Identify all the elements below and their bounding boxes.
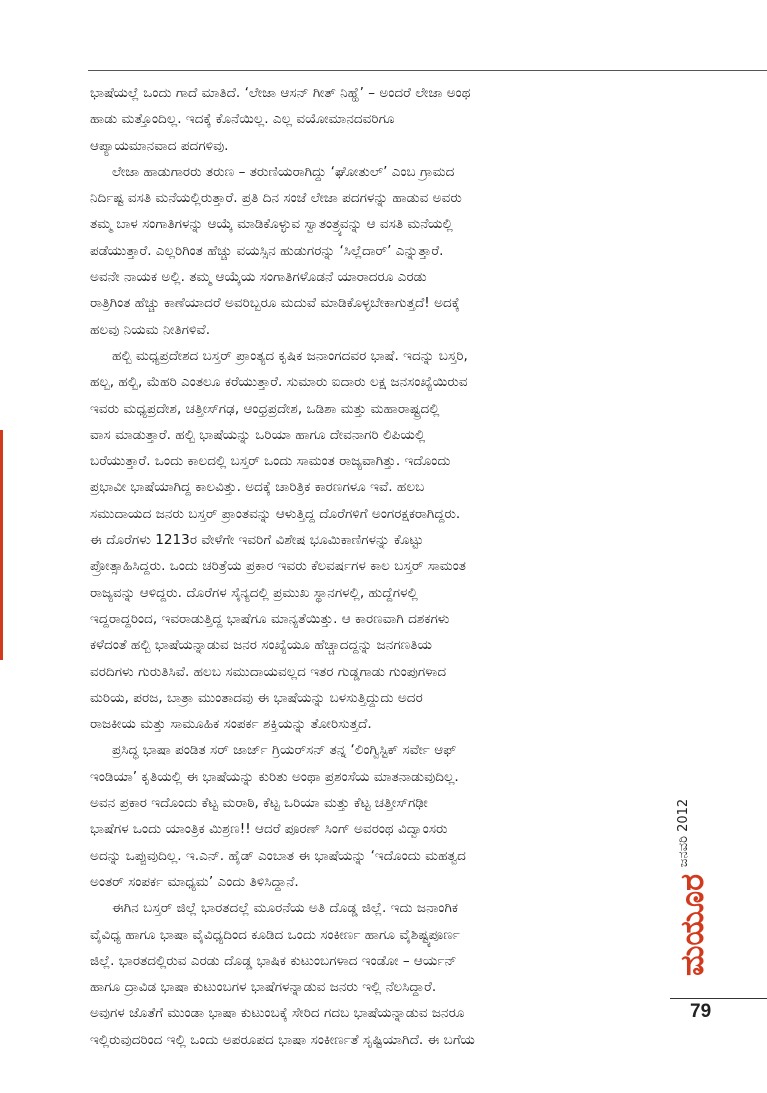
text-line: ಹಾಡು ಮತ್ತೊಂದಿಲ್ಲ. ಇದಕ್ಕೆ ಕೊನೆಯಿಲ್ಲ. ಎಲ್ಲ ವಯೋಮಾನದವರಿಗೂ	[90, 111, 395, 128]
text-line: ವಾಸ ಮಾಡುತ್ತಾರೆ. ಹಲ್ಬಿ ಭಾಷೆಯನ್ನು ಒರಿಯಾ ಹಾಗೂ ದೇವನಾಗರಿ ಲಿಪಿಯಲ್ಲಿ	[90, 426, 426, 443]
magazine-title: ಮಯೂರ	[673, 873, 711, 977]
text-line: ಹಾಗೂ ದ್ರಾವಿಡ ಭಾಷಾ ಕುಟುಂಬಗಳ ಭಾಷೆಗಳನ್ನಾಡುವ ಜನರು ಇಲ್ಲಿ ನೆಲಸಿದ್ದಾರೆ.	[90, 979, 437, 996]
text-line: ಭಾಷೆಯಲ್ಲೆ ಒಂದು ಗಾದೆ ಮಾತಿದೆ. ‘ಲೇಜಾ ಆಸನ್ ಗೀತ್ ನಿಹ್ಹೆ’ – ಅಂದರೆ ಲೇಜಾ ಅಂಥ	[90, 85, 471, 101]
text-line: ವರದಿಗಳು ಗುರುತಿಸಿವೆ. ಹಲಬ ಸಮುದಾಯವಲ್ಲದ ಇತರ ಗುಡ್ಡಗಾಡು ಗುಂಪುಗಳಾದ	[90, 663, 447, 680]
text-line: ಆಪ್ಯಾಯಮಾನವಾದ ಪದಗಳಿವು.	[90, 137, 229, 154]
text-line: ರಾತ್ರಿಗಿಂತ ಹೆಚ್ಚು ಕಾಣೆಯಾದರೆ ಅವರಿಬ್ಬರೂ ಮದುವೆ ಮಾಡಿಕೊಳ್ಳಬೇಕಾಗುತ್ತದೆ! ಅದಕ್ಕೆ	[90, 295, 460, 312]
page-number: 79	[690, 1001, 712, 1022]
text-line: ತಮ್ಮ ಬಾಳ ಸಂಗಾತಿಗಳನ್ನು ಆಯ್ಕೆ ಮಾಡಿಕೊಳ್ಳುವ ಸ್ವಾತಂತ್ರ್ಯವನ್ನು ಆ ವಸತಿ ಮನೆಯಲ್ಲಿ	[90, 216, 453, 233]
text-line: ಈಗಿನ ಬಸ್ತರ್ ಜಿಲ್ಲೆ ಭಾರತದಲ್ಲೆ ಮೂರನೆಯ ಅತಿ ದೊಡ್ಡ ಜಿಲ್ಲೆ. ಇದು ಜನಾಂಗಿಕ	[112, 900, 458, 917]
text-line: ಇದ್ದರಾದ್ದರಿಂದ, ಇವರಾಡುತ್ತಿದ್ದ ಭಾಷೆಗೂ ಮಾನ್ಯತೆಯಿತ್ತು. ಆ ಕಾರಣವಾಗಿ ದಶಕಗಳು	[90, 610, 450, 627]
text-line: ಅದನ್ನು ಒಪ್ಪುವುದಿಲ್ಲ. ಇ.ಎನ್. ಹೈಡ್ ಎಂಬಾತ ಈ ಭಾಷೆಯನ್ನು ‘ಇದೊಂದು ಮಹತ್ವದ	[90, 847, 466, 864]
article-body	[90, 80, 650, 1053]
text-line: ಅವುಗಳ ಜೊತೆಗೆ ಮುಂಡಾ ಭಾಷಾ ಕುಟುಂಬಕ್ಕೆ ಸೇರಿದ ಗದಬ ಭಾಷೆಯನ್ನಾಡುವ ಜನರೂ	[90, 1005, 465, 1022]
text-line: ಮರಿಯ, ಪರಜ, ಬಾತ್ರಾ ಮುಂತಾದವು ಈ ಭಾಷೆಯನ್ನು ಬಳಸುತ್ತಿದ್ದುದು ಅದರ	[90, 689, 423, 706]
text-line: ಹಲ್ಬಿ ಮಧ್ಯಪ್ರದೇಶದ ಬಸ್ತರ್ ಪ್ರಾಂತ್ಯದ ಕೃಷಿಕ ಜನಾಂಗದವರ ಭಾಷೆ. ಇದನ್ನು ಬಸ್ತರಿ,	[112, 347, 468, 364]
text-line: ಪ್ರಭಾವೀ ಭಾಷೆಯಾಗಿದ್ದ ಕಾಲವಿತ್ತು. ಅದಕ್ಕೆ ಚಾರಿತ್ರಿಕ ಕಾರಣಗಳೂ ಇವೆ. ಹಲಬ	[90, 479, 425, 496]
text-line: ಹಲ್ಬ, ಹಲ್ಬಿ, ಮೆಹರಿ ಎಂತಲೂ ಕರೆಯುತ್ತಾರೆ. ಸುಮಾರು ಐದಾರು ಲಕ್ಷ ಜನಸಂಖ್ಯೆಯಿರುವ	[90, 374, 468, 391]
text-line: ಇಲ್ಲಿರುವುದರಿಂದ ಇಲ್ಲಿ ಒಂದು ಅಪರೂಪದ ಭಾಷಾ ಸಂಕೀರ್ಣತೆ ಸೃಷ್ಟಿಯಾಗಿದೆ. ಈ ಬಗೆಯ	[90, 1031, 475, 1048]
paragraph	[90, 159, 650, 343]
text-line: ಅವನ ಪ್ರಕಾರ ಇದೊಂದು ಕೆಟ್ಟ ಮರಾಠಿ, ಕೆಟ್ಟ ಒರಿಯಾ ಮತ್ತು ಕೆಟ್ಟ ಚತ್ತೀಸ್‌ಗಢೀ	[90, 795, 428, 812]
text-line: ಪ್ರಸಿದ್ಧ ಭಾಷಾ ಪಂಡಿತ ಸರ್ ಜಾರ್ಜ್ ಗ್ರಿಯರ್‌ಸನ್ ತನ್ನ ‘ಲಿಂಗ್ವಿಸ್ಟಿಕ್ ಸರ್ವೇ ಆಫ್	[112, 742, 457, 759]
text-line: ಅವನೇ ನಾಯಕ ಅಲ್ಲಿ. ತಮ್ಮ ಆಯ್ಕೆಯ ಸಂಗಾತಿಗಳೊಡನೆ ಯಾರಾದರೂ ಎರಡು	[90, 269, 427, 286]
footer-rule	[670, 998, 767, 999]
text-line: ಈ ದೊರೆಗಳು 1213ರ ವೇಳೆಗೇ ಇವರಿಗೆ ವಿಶೇಷ ಭೂಮಿಕಾಣಿಗಳನ್ನು ಕೊಟ್ಟು	[90, 532, 424, 549]
text-line: ಅಂತರ್ ಸಂಪರ್ಕ ಮಾಧ್ಯಮ’ ಎಂದು ತಿಳಿಸಿದ್ದಾನೆ.	[90, 873, 299, 890]
paragraph	[90, 80, 650, 159]
text-line: ಜಿಲ್ಲೆ. ಭಾರತದಲ್ಲಿರುವ ಎರಡು ದೊಡ್ಡ ಭಾಷಿಕ ಕುಟುಂಬಗಳಾದ ಇಂಡೋ – ಆರ್ಯನ್	[90, 952, 457, 969]
text-line: ರಾಜ್ಯವನ್ನು ಆಳಿದ್ದರು. ದೊರೆಗಳ ಸೈನ್ಯದಲ್ಲಿ ಪ್ರಮುಖ ಸ್ಥಾನಗಳಲ್ಲಿ, ಹುದ್ದೆಗಳಲ್ಲಿ	[90, 584, 418, 601]
left-edge-mark	[0, 430, 3, 660]
paragraph	[90, 895, 650, 1053]
text-line: ಭಾಷೆಗಳ ಒಂದು ಯಾಂತ್ರಿಕ ಮಿಶ್ರಣ!! ಆದರೆ ಪೂರಣ್ ಸಿಂಗ್ ಅವರಂಥ ವಿದ್ವಾಂಸರು	[90, 821, 448, 838]
text-line: ಪ್ರೋತ್ಸಾಹಿಸಿದ್ದರು. ಒಂದು ಚರಿತ್ರೆಯ ಪ್ರಕಾರ ಇವರು ಕೆಲವರ್ಷಗಳ ಕಾಲ ಬಸ್ತರ್ ಸಾಮಂತ	[90, 558, 466, 575]
header-rule	[88, 70, 767, 71]
text-line: ರಾಜಕೀಯ ಮತ್ತು ಸಾಮೂಹಿಕ ಸಂಪರ್ಕ ಶಕ್ತಿಯನ್ನು ತೋರಿಸುತ್ತದೆ.	[90, 716, 372, 733]
text-line: ಇವರು ಮಧ್ಯಪ್ರದೇಶ, ಚತ್ತೀಸ್‌ಗಢ, ಆಂಧ್ರಪ್ರದೇಶ, ಒಡಿಶಾ ಮತ್ತು ಮಹಾರಾಷ್ಟ್ರದಲ್ಲಿ	[90, 400, 440, 417]
text-line: ಬರೆಯುತ್ತಾರೆ. ಒಂದು ಕಾಲದಲ್ಲಿ ಬಸ್ತರ್ ಒಂದು ಸಾಮಂತ ರಾಜ್ಯವಾಗಿತ್ತು. ಇದೊಂದು	[90, 453, 451, 470]
text-line: ಪಡೆಯುತ್ತಾರೆ. ಎಲ್ಲರಿಗಿಂತ ಹೆಚ್ಚು ವಯಸ್ಸಿನ ಹುಡುಗರನ್ನು ‘ಸಿಲ್ಲೆದಾರ್’ ಎನ್ನುತ್ತಾರೆ.	[90, 242, 444, 259]
text-line: ಇಂಡಿಯಾ’ ಕೃತಿಯಲ್ಲಿ ಈ ಭಾಷೆಯನ್ನು ಕುರಿತು ಅಂಥಾ ಪ್ರಶಂಸೆಯ ಮಾತನಾಡುವುದಿಲ್ಲ.	[90, 768, 459, 785]
text-line: ಸಮುದಾಯದ ಜನರು ಬಸ್ತರ್ ಪ್ರಾಂತವನ್ನು ಆಳುತ್ತಿದ್ದ ದೊರೆಗಳಿಗೆ ಅಂಗರಕ್ಷಕರಾಗಿದ್ದರು.	[90, 505, 461, 522]
magazine-masthead	[668, 795, 718, 995]
paragraph	[90, 737, 650, 895]
text-line: ಲೇಜಾ ಹಾಡುಗಾರರು ತರುಣ – ತರುಣಿಯರಾಗಿದ್ದು ‘ಘೋತುಲ್’ ಎಂಬ ಗ್ರಾಮದ	[112, 163, 455, 180]
text-line: ವೈವಿಧ್ಯ ಹಾಗೂ ಭಾಷಾ ವೈವಿಧ್ಯದಿಂದ ಕೂಡಿದ ಒಂದು ಸಂಕೀರ್ಣ ಹಾಗೂ ವೈಶಿಷ್ಟ್ಯಪೂರ್ಣ	[90, 926, 460, 943]
issue-date: ಜನವರಿ 2012	[676, 798, 691, 868]
paragraph	[90, 343, 650, 737]
text-line: ಹಲವು ನಿಯಮ ನೀತಿಗಳಿವೆ.	[90, 321, 211, 338]
text-line: ಕಳೆದಂತೆ ಹಲ್ಬಿ ಭಾಷೆಯನ್ನಾಡುವ ಜನರ ಸಂಖ್ಯೆಯೂ ಹೆಚ್ಚಾದದ್ದನ್ನು ಜನಗಣತಿಯ	[90, 637, 433, 654]
text-line: ನಿರ್ದಿಷ್ಟ ವಸತಿ ಮನೆಯಲ್ಲಿರುತ್ತಾರೆ. ಪ್ರತಿ ದಿನ ಸಂಜೆ ಲೇಜಾ ಪದಗಳನ್ನು ಹಾಡುವ ಅವರು	[90, 190, 462, 207]
